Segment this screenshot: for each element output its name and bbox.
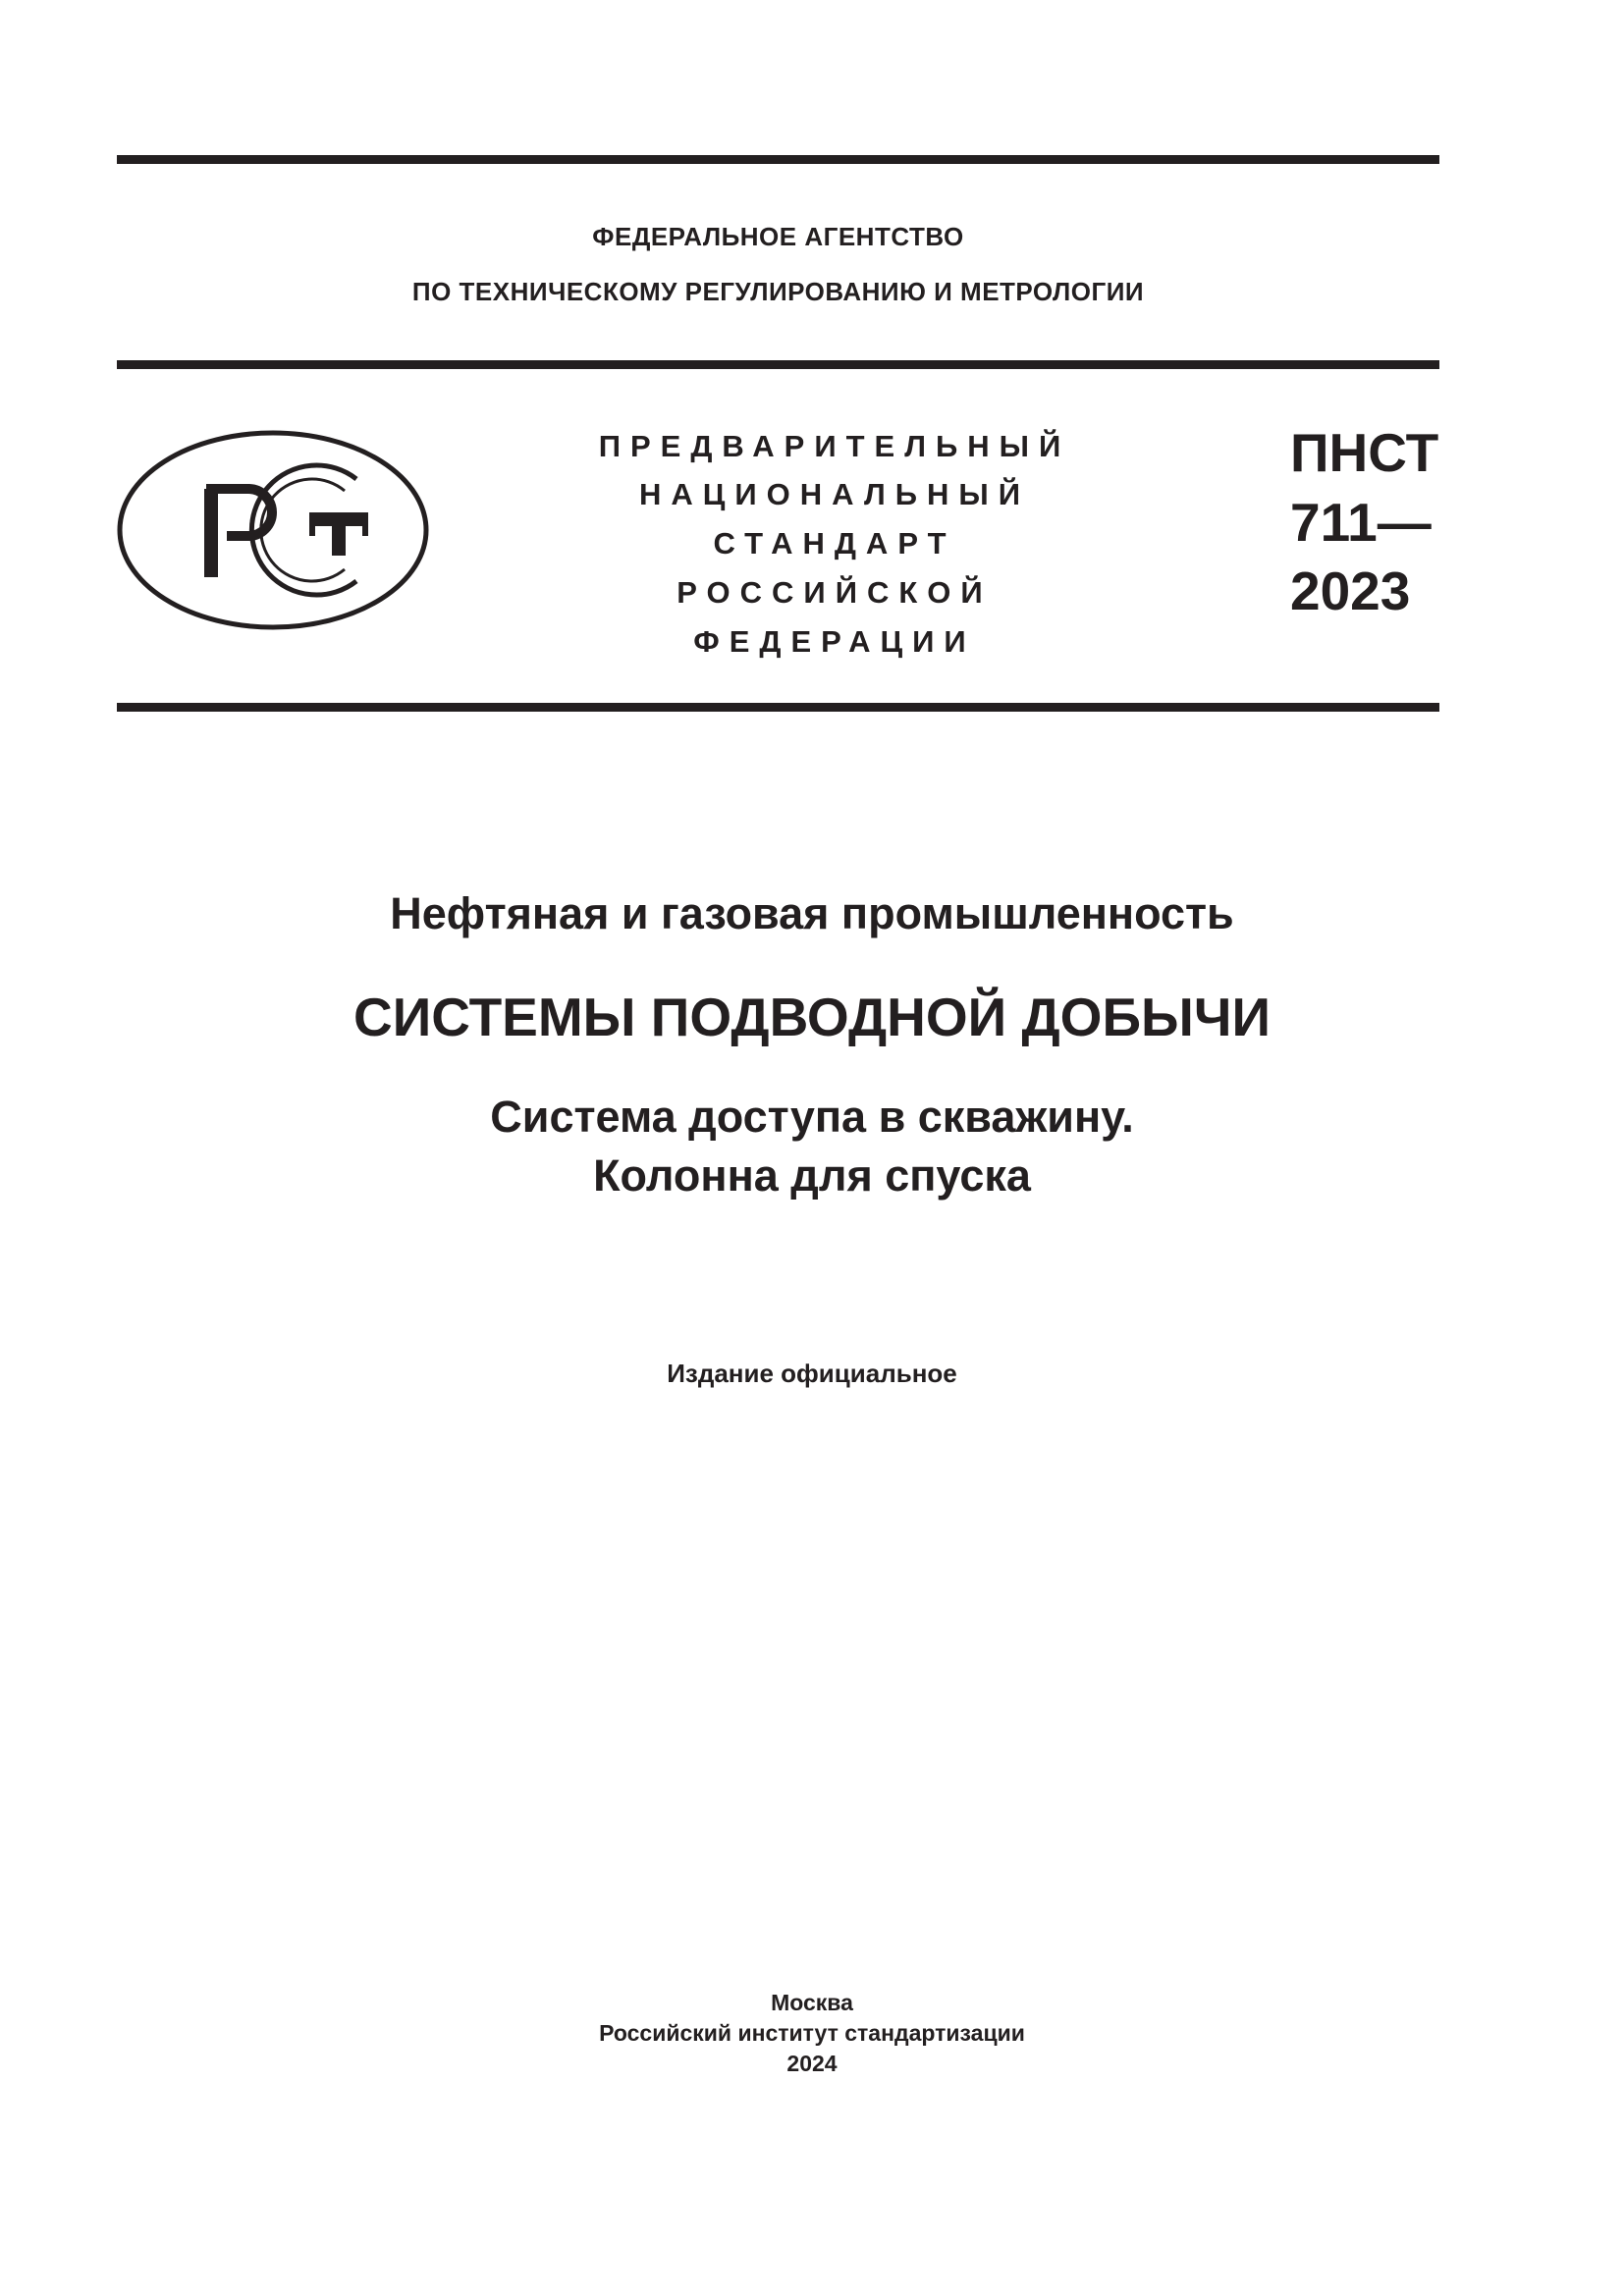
top-rule: [117, 155, 1439, 164]
imprint-publisher: Российский институт стандартизации: [599, 2020, 1025, 2046]
standard-type-line-4: РОССИЙСКОЙ: [677, 575, 993, 610]
designation-line-1: ПНСТ: [1290, 422, 1439, 483]
agency-line-2: ПО ТЕХНИЧЕСКОМУ РЕГУЛИРОВАНИЮ И МЕТРОЛОГИИ: [411, 277, 1145, 306]
standard-type-line-3: СТАНДАРТ: [713, 526, 956, 561]
industry-title: Нефтяная и газовая промышленность: [390, 888, 1234, 938]
agency-rule: [117, 360, 1439, 369]
imprint-year: 2024: [786, 2051, 838, 2076]
main-title: СИСТЕМЫ ПОДВОДНОЙ ДОБЫЧИ: [352, 987, 1271, 1047]
subtitle-line-2: Колонна для спуска: [593, 1150, 1031, 1201]
designation-line-2: 711—: [1290, 492, 1432, 553]
standard-type-line-5: ФЕДЕРАЦИИ: [693, 624, 976, 659]
header-bottom-rule: [117, 703, 1439, 712]
standard-type-line-2: НАЦИОНАЛЬНЫЙ: [638, 477, 1031, 511]
agency-line-1: ФЕДЕРАЛЬНОЕ АГЕНТСТВО: [592, 222, 964, 251]
gost-r-emblem-icon: [117, 430, 429, 630]
edition-label: Издание официальное: [667, 1359, 957, 1388]
imprint-city: Москва: [771, 1990, 853, 2015]
subtitle-line-1: Система доступа в скважину.: [490, 1092, 1134, 1142]
designation-line-3: 2023: [1290, 561, 1411, 621]
standard-type-line-1: ПРЕДВАРИТЕЛЬНЫЙ: [598, 429, 1071, 463]
